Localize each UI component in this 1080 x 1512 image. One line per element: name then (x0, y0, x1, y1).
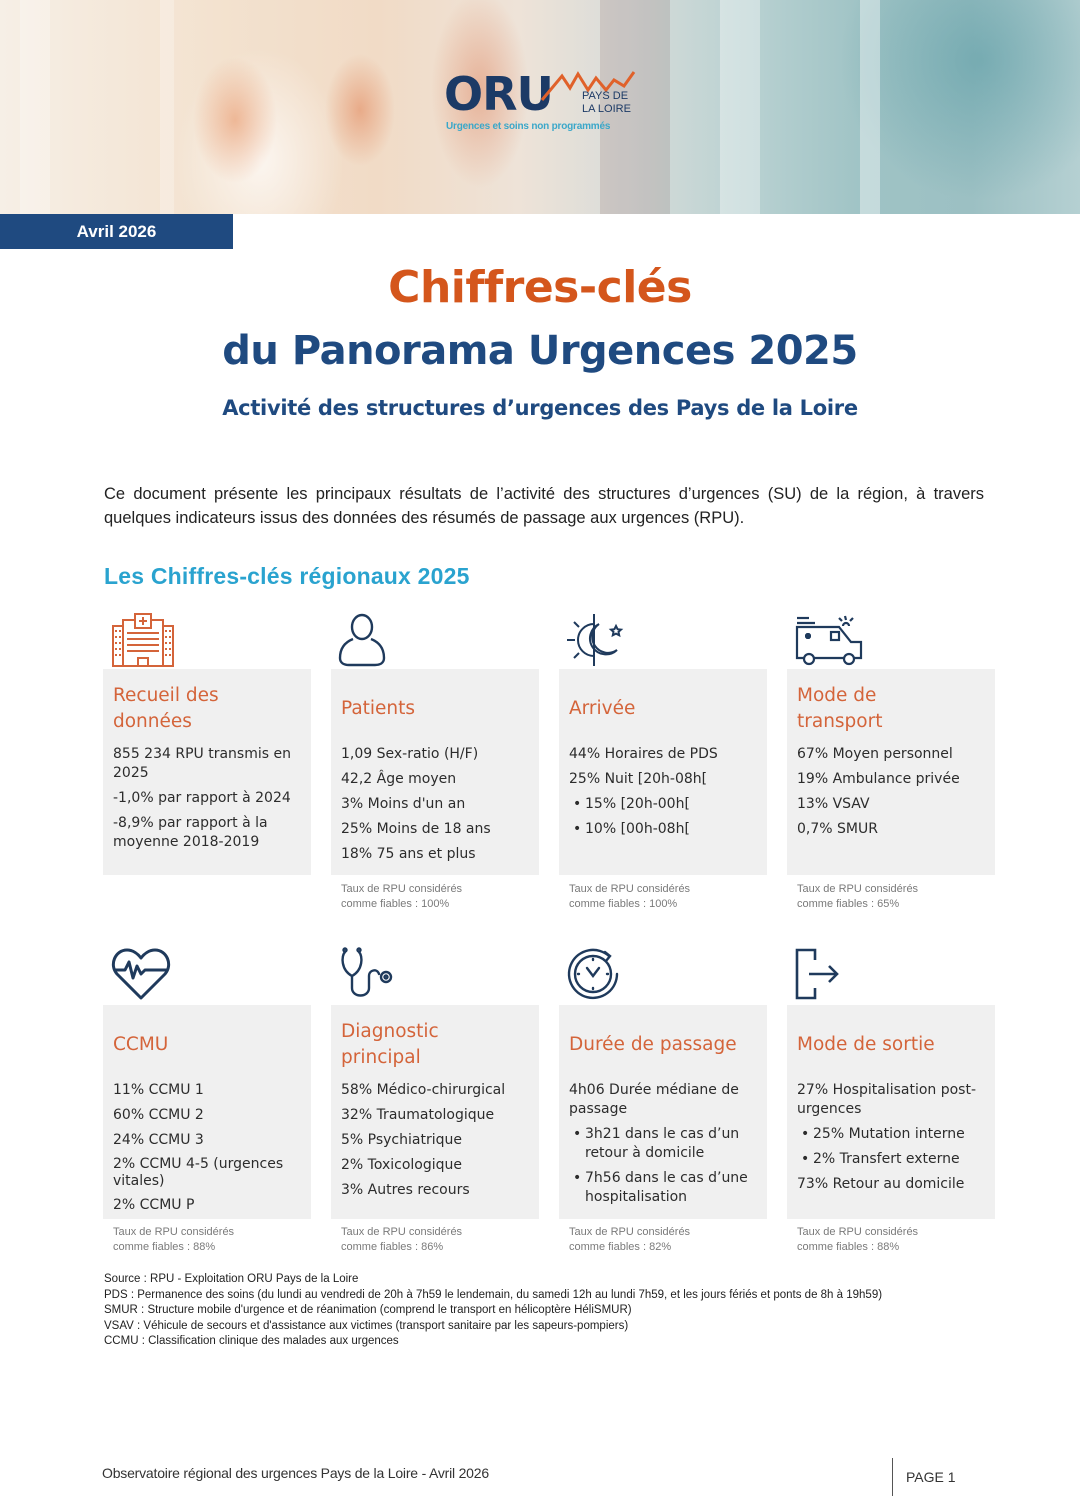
footnote-vsav: VSAV : Véhicule de secours et d'assistance aux victimes (transport sanitaire par les sapeurs-pompiers) (104, 1319, 629, 1332)
logo-region-line: PAYS DE (582, 90, 629, 102)
stat-line: 44% Horaires de PDS (569, 746, 718, 762)
card-box (787, 669, 995, 875)
stat-line: 855 234 RPU transmis en 2025 (113, 746, 291, 781)
card-box (559, 1005, 767, 1219)
footer-text: Observatoire régional des urgences Pays de la Loire - Avril 2026 (102, 1465, 489, 1481)
intro-paragraph: Ce document présente les principaux résultats de l’activité des structures d’urgences (SU) de la région, à travers quelques indicateurs issus des données des résumés de passage aux urgences (RPU). (104, 485, 984, 527)
reliability-note (569, 882, 769, 912)
day-night-icon (565, 612, 625, 668)
card-title-line: Patients (341, 698, 416, 719)
ambulance-icon (795, 612, 867, 668)
card-title-line: Mode de sortie (797, 1034, 935, 1055)
stat-line: 0,7% SMUR (797, 821, 878, 837)
stat-line: 42,2 Âge moyen (341, 771, 457, 787)
note-line: Taux de RPU considérés (341, 883, 463, 895)
user-icon (337, 612, 387, 668)
heartbeat-icon (111, 946, 171, 1002)
note-line: Taux de RPU considérés (113, 1226, 235, 1238)
stat-line: -8,9% par rapport à la moyenne 2018-2019 (113, 815, 268, 850)
note-line: comme fiables : 65% (797, 898, 900, 910)
reliability-note (113, 1225, 313, 1255)
note-line: comme fiables : 88% (113, 1241, 216, 1253)
stat-subline: • 10% [00h-08h[ (569, 820, 757, 839)
stat-line: 2% CCMU 4-5 (urgences vitales) (113, 1156, 284, 1189)
stat-line: 25% Moins de 18 ans (341, 821, 491, 837)
reliability-note (569, 1225, 769, 1255)
stethoscope-icon (339, 946, 399, 1002)
hospital-icon (111, 612, 175, 668)
stat-line: 11% CCMU 1 (113, 1082, 204, 1098)
banner-decoration (720, 0, 760, 214)
page-number: PAGE 1 (906, 1469, 956, 1485)
note-line: comme fiables : 82% (569, 1241, 672, 1253)
footnote-smur: SMUR : Structure mobile d'urgence et de réanimation (comprend le transport en hélicoptère HéliSMUR) (104, 1304, 632, 1316)
oru-logo (444, 66, 644, 136)
stat-line: 2% CCMU P (113, 1197, 195, 1213)
card-title (113, 679, 301, 739)
note-line: Taux de RPU considérés (797, 883, 919, 895)
section-heading: Les Chiffres-clés régionaux 2025 (104, 563, 470, 589)
logo-region (582, 90, 631, 116)
exit-icon (793, 946, 845, 1002)
note-line: Taux de RPU considérés (797, 1226, 919, 1238)
note-line: Taux de RPU considérés (341, 1226, 463, 1238)
reliability-note (797, 1225, 997, 1255)
stat-line: 67% Moyen personnel (797, 746, 953, 762)
card-title-line: Durée de passage (569, 1034, 737, 1055)
date-tab: Avril 2026 (0, 214, 233, 249)
stat-line: 1,09 Sex-ratio (H/F) (341, 746, 479, 762)
card-title (569, 1015, 757, 1075)
card-title-line: Mode de (797, 685, 877, 706)
footnote-pds: PDS : Permanence des soins (du lundi au vendredi de 20h à 7h59 le lendemain, du samedi 12h au lundi 7h59, et les jours fériés et ponts de 8h à 19h59) (104, 1288, 883, 1301)
note-line: comme fiables : 100% (341, 898, 450, 910)
card-box (103, 1005, 311, 1219)
footer-divider (892, 1458, 893, 1496)
page-title: Chiffres-clés (388, 262, 692, 313)
card-title (113, 1015, 301, 1075)
card-box (559, 669, 767, 875)
stat-line: -1,0% par rapport à 2024 (113, 790, 291, 806)
reliability-note (341, 882, 541, 912)
stat-line: 4h06 Durée médiane de passage (569, 1082, 739, 1117)
stat-line: 60% CCMU 2 (113, 1107, 204, 1123)
banner-decoration (160, 0, 174, 214)
stat-subline: • 25% Mutation interne (797, 1125, 985, 1144)
stat-line: 73% Retour au domicile (797, 1176, 965, 1192)
footnote-source: Source : RPU - Exploitation ORU Pays de la Loire (104, 1273, 359, 1285)
reliability-note (797, 882, 997, 912)
stat-line: 32% Traumatologique (341, 1107, 495, 1123)
card-title (797, 1015, 985, 1075)
page-title-second-line: du Panorama Urgences 2025 (222, 328, 858, 374)
stat-line: 3% Autres recours (341, 1182, 470, 1198)
card-title-line: Diagnostic (341, 1021, 439, 1042)
clock-icon (565, 946, 625, 1002)
stat-line: 27% Hospitalisation post-urgences (797, 1082, 977, 1117)
stat-subline: • 7h56 dans le cas d’une hospitalisation (569, 1169, 757, 1207)
note-line: Taux de RPU considérés (569, 883, 691, 895)
stat-subline: • 15% [20h-00h[ (569, 795, 757, 814)
stat-line: 5% Psychiatrique (341, 1132, 462, 1148)
card-title (797, 679, 985, 739)
note-line: comme fiables : 100% (569, 898, 678, 910)
note-line: comme fiables : 88% (797, 1241, 900, 1253)
footnote-ccmu: CCMU : Classification clinique des malades aux urgences (104, 1335, 399, 1347)
stat-line: 3% Moins d'un an (341, 796, 466, 812)
stat-line: 18% 75 ans et plus (341, 846, 476, 862)
card-title-line: données (113, 711, 192, 732)
card-title-line: Recueil des (113, 685, 219, 706)
card-title-line: CCMU (113, 1034, 169, 1055)
card-title-line: Arrivée (569, 698, 636, 719)
banner-decoration (860, 0, 880, 214)
note-line: comme fiables : 86% (341, 1241, 444, 1253)
stat-line: 13% VSAV (797, 796, 870, 812)
stat-line: 25% Nuit [20h-08h[ (569, 771, 708, 787)
card-box (331, 1005, 539, 1219)
card-box (787, 1005, 995, 1219)
logo-region-line: LA LOIRE (582, 103, 631, 115)
stat-line: 58% Médico-chirurgical (341, 1082, 506, 1098)
reliability-note (341, 1225, 541, 1255)
page-subtitle: Activité des structures d’urgences des Pays de la Loire (222, 396, 858, 420)
stat-line: 2% Toxicologique (341, 1157, 463, 1173)
card-title (341, 679, 529, 739)
note-line: Taux de RPU considérés (569, 1226, 691, 1238)
header-banner (0, 0, 1080, 214)
footnotes (104, 1272, 954, 1350)
card-title-line: transport (797, 711, 883, 732)
card-title (341, 1015, 529, 1075)
banner-decoration (20, 0, 50, 214)
logo-wordmark: ORU (444, 67, 553, 121)
logo-tagline: Urgences et soins non programmés (446, 121, 611, 132)
card-box (331, 669, 539, 875)
card-title (569, 679, 757, 739)
stat-line: 24% CCMU 3 (113, 1132, 204, 1148)
stat-subline: • 3h21 dans le cas d’un retour à domicile (569, 1125, 757, 1163)
card-title-line: principal (341, 1047, 421, 1068)
card-box (103, 669, 311, 875)
stat-subline: • 2% Transfert externe (797, 1150, 985, 1169)
stat-line: 19% Ambulance privée (797, 771, 960, 787)
